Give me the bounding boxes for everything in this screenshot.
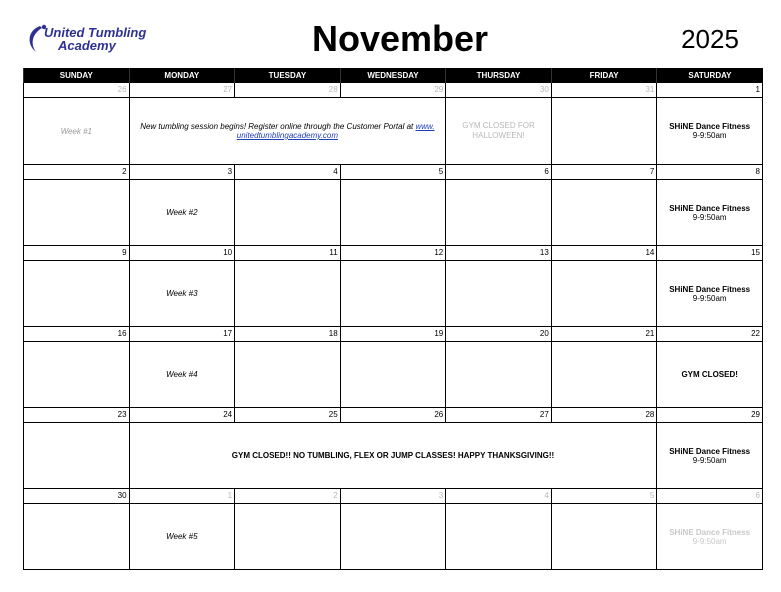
event-row	[24, 423, 763, 489]
day-cell	[235, 180, 341, 246]
portal-link[interactable]: www. unitedtumblingacademy.com	[236, 122, 435, 140]
week-label: Week #3	[166, 289, 198, 298]
day-number: 10	[129, 246, 235, 261]
day-number: 23	[24, 408, 130, 423]
day-number: 20	[446, 327, 552, 342]
day-cell	[129, 98, 446, 165]
day-number: 1	[129, 489, 235, 504]
shine-event	[657, 528, 762, 546]
week-label: Week #1	[60, 126, 92, 136]
event-row	[24, 180, 763, 246]
logo-text	[44, 26, 146, 52]
day-cell	[24, 423, 130, 489]
shine-time: 9-9:50am	[692, 536, 727, 546]
day-cell	[446, 98, 552, 165]
weekday-tuesday: TUESDAY	[235, 68, 341, 83]
session-note	[130, 122, 446, 140]
day-number: 8	[657, 165, 763, 180]
shine-title: SHiNE Dance Fitness	[669, 527, 751, 537]
day-number: 26	[24, 83, 130, 98]
day-cell	[235, 261, 341, 327]
shine-title: SHiNE Dance Fitness	[669, 446, 751, 456]
event-row	[24, 261, 763, 327]
day-number: 5	[551, 489, 657, 504]
day-cell	[551, 261, 657, 327]
day-number: 21	[551, 327, 657, 342]
day-number: 27	[446, 408, 552, 423]
weekday-thursday: THURSDAY	[446, 68, 552, 83]
day-number: 15	[657, 246, 763, 261]
month-title: November	[311, 18, 489, 59]
day-cell	[446, 180, 552, 246]
weekday-monday: MONDAY	[129, 68, 235, 83]
day-number: 2	[235, 489, 341, 504]
day-cell	[129, 180, 235, 246]
day-cell	[24, 504, 130, 570]
shine-event	[657, 204, 762, 222]
day-number: 16	[24, 327, 130, 342]
day-number: 3	[340, 489, 446, 504]
day-cell	[340, 342, 446, 408]
weekday-sunday: SUNDAY	[24, 68, 130, 83]
day-cell	[657, 504, 763, 570]
date-row	[24, 246, 763, 261]
shine-time: 9-9:50am	[692, 131, 727, 140]
day-number: 28	[235, 83, 341, 98]
date-row	[24, 327, 763, 342]
day-number: 14	[551, 246, 657, 261]
shine-event	[657, 122, 762, 140]
day-cell	[551, 98, 657, 165]
session-note-text: New tumbling session begins! Register online through the Customer Portal at	[140, 122, 416, 131]
day-cell	[657, 261, 763, 327]
day-number: 11	[235, 246, 341, 261]
day-number: 24	[129, 408, 235, 423]
day-number: 1	[657, 83, 763, 98]
shine-time: 9-9:50am	[692, 293, 727, 303]
day-number: 12	[340, 246, 446, 261]
day-number: 22	[657, 327, 763, 342]
shine-title: SHiNE Dance Fitness	[669, 203, 751, 213]
day-cell	[446, 342, 552, 408]
day-cell	[657, 342, 763, 408]
weekday-wednesday: WEDNESDAY	[340, 68, 446, 83]
day-number: 19	[340, 327, 446, 342]
day-number: 4	[446, 489, 552, 504]
shine-event	[657, 447, 762, 465]
weekday-friday: FRIDAY	[551, 68, 657, 83]
date-row	[24, 83, 763, 98]
day-number: 26	[340, 408, 446, 423]
day-number: 5	[340, 165, 446, 180]
logo-line-2: Academy	[58, 38, 116, 53]
shine-title: SHiNE Dance Fitness	[669, 284, 751, 294]
day-cell	[446, 261, 552, 327]
logo-line-1: United Tumbling	[44, 25, 147, 40]
event-row	[24, 342, 763, 408]
day-number: 3	[129, 165, 235, 180]
shine-title: SHiNE Dance Fitness	[669, 122, 751, 131]
event-row	[24, 98, 763, 165]
day-cell	[551, 342, 657, 408]
day-cell	[24, 342, 130, 408]
day-cell	[24, 261, 130, 327]
day-cell	[340, 180, 446, 246]
day-number: 6	[657, 489, 763, 504]
day-cell	[235, 342, 341, 408]
day-number: 31	[551, 83, 657, 98]
day-number: 6	[446, 165, 552, 180]
day-cell	[551, 180, 657, 246]
day-number: 30	[446, 83, 552, 98]
day-number: 27	[129, 83, 235, 98]
day-cell	[340, 261, 446, 327]
weekday-saturday: SATURDAY	[657, 68, 763, 83]
day-number: 4	[235, 165, 341, 180]
day-cell	[129, 423, 657, 489]
day-number: 30	[24, 489, 130, 504]
day-cell	[129, 504, 235, 570]
day-number: 18	[235, 327, 341, 342]
calendar-grid	[23, 68, 763, 570]
shine-event	[657, 285, 762, 303]
day-cell	[657, 423, 763, 489]
day-cell	[24, 180, 130, 246]
year-title: 2025	[681, 24, 739, 54]
gym-closed-event: GYM CLOSED!	[681, 370, 738, 379]
halloween-closed-text: GYM CLOSED FOR HALLOWEEN!	[462, 121, 535, 140]
day-cell	[551, 504, 657, 570]
week-label: Week #2	[166, 208, 198, 217]
day-cell	[340, 504, 446, 570]
day-cell	[129, 342, 235, 408]
day-number: 29	[657, 408, 763, 423]
week-label: Week #4	[166, 370, 198, 379]
day-number: 17	[129, 327, 235, 342]
day-cell	[235, 504, 341, 570]
shine-time: 9-9:50am	[692, 212, 727, 222]
day-number: 29	[340, 83, 446, 98]
week-label: Week #5	[166, 532, 198, 541]
day-cell	[657, 98, 763, 165]
day-number: 28	[551, 408, 657, 423]
day-cell	[446, 504, 552, 570]
weekday-header-row	[24, 68, 763, 83]
day-number: 25	[235, 408, 341, 423]
date-row	[24, 165, 763, 180]
event-row	[24, 504, 763, 570]
day-cell	[657, 180, 763, 246]
date-row	[24, 489, 763, 504]
shine-time: 9-9:50am	[692, 455, 727, 465]
day-cell	[24, 98, 130, 165]
day-number: 2	[24, 165, 130, 180]
day-cell	[129, 261, 235, 327]
thanksgiving-closed-banner: GYM CLOSED!! NO TUMBLING, FLEX OR JUMP CLASSES! HAPPY THANKSGIVING!!	[231, 451, 555, 460]
day-number: 7	[551, 165, 657, 180]
day-number: 13	[446, 246, 552, 261]
date-row	[24, 408, 763, 423]
day-number: 9	[24, 246, 130, 261]
